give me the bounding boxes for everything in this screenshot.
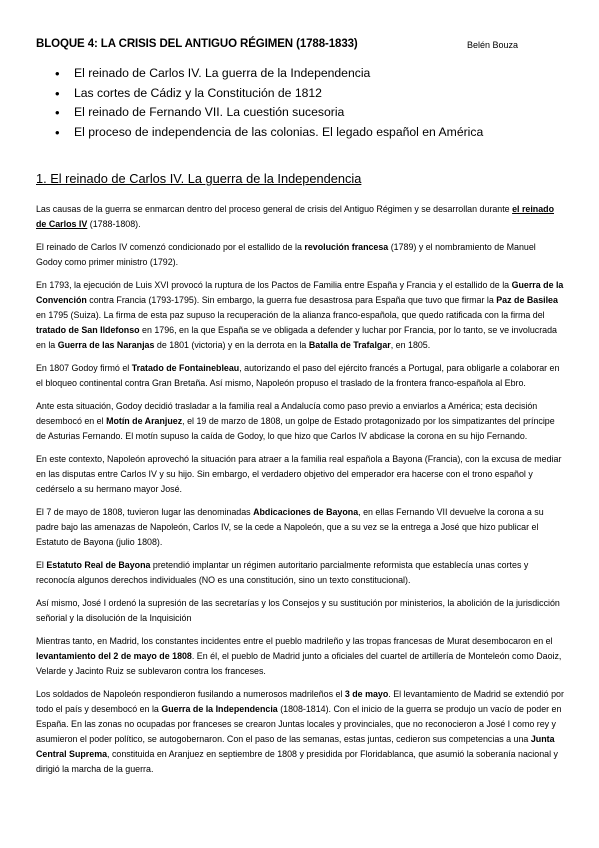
text-run: El reinado de Carlos IV comenzó condicionado por el estallido de la xyxy=(36,242,305,252)
emphasis: Motín de Aranjuez xyxy=(106,416,183,426)
text-run: El xyxy=(36,560,47,570)
author-name: Belén Bouza xyxy=(467,40,519,50)
text-run: En este contexto, Napoleón aprovechó la situación para atraer a la familia real española a Bayona (Francia), con la excusa de mediar en las disputas entre Carlos IV y su hijo. Sin embargo, el verdadero objetivo del emperador era hacerse con el trono español y cedérselo a su hermano mayor José. xyxy=(36,454,562,494)
toc-item: • El reinado de Carlos IV. La guerra de la Independencia xyxy=(55,64,483,84)
text-run: contra Francia (1793-1795). Sin embargo, la guerra fue desastrosa para España que tuvo que firmar la xyxy=(86,295,497,305)
emphasis: Junta Central Suprema xyxy=(36,734,555,759)
paragraph xyxy=(36,452,564,497)
text-run: Las causas de la guerra se enmarcan dentro del proceso general de crisis del Antiguo Régimen y se desarrollan durante xyxy=(36,204,513,214)
paragraph xyxy=(36,399,564,444)
header xyxy=(36,38,569,54)
text-run: Los soldados de Napoleón respondieron fusilando a numerosos madrileños el xyxy=(36,689,345,699)
text-run: en 1796, en la que España se ve obligada a defender y luchar por Francia, por lo tanto, se ve involucrada en la xyxy=(36,325,557,350)
text-run: Ante esta situación, Godoy decidió trasladar a la familia real a Andalucía como paso previo a enviarlos a América; esta decisión desembocó en el xyxy=(36,401,538,426)
emphasis: Batalla de Trafalgar xyxy=(308,340,391,350)
paragraph xyxy=(36,240,564,270)
section-body xyxy=(36,202,564,785)
toc-item: • El reinado de Fernando VII. La cuestión sucesoria xyxy=(55,103,483,123)
emphasis: revolución francesa xyxy=(304,242,389,252)
section-heading: 1. El reinado de Carlos IV. La guerra de la Independencia xyxy=(36,171,362,186)
text-run: (1789) y el nombramiento de Manuel Godoy como primer ministro (1792). xyxy=(36,242,536,267)
emphasis: levantamiento del 2 de mayo de 1808 xyxy=(36,651,192,661)
toc-item: • Las cortes de Cádiz y la Constitución de 1812 xyxy=(55,84,483,104)
paragraph xyxy=(36,558,564,588)
paragraph xyxy=(36,505,564,550)
text-run: . El levantamiento de Madrid se extendió por todo el país y desembocó en la xyxy=(36,689,564,714)
text-run: (1788-1808). xyxy=(87,219,141,229)
emphasis: el reinado de Carlos IV xyxy=(36,204,555,229)
document-title: BLOQUE 4: LA CRISIS DEL ANTIGUO RÉGIMEN (1788-1833) xyxy=(36,38,358,50)
paragraph xyxy=(36,361,564,391)
text-run: Así mismo, José I ordenó la supresión de las secretarías y los Consejos y su sustitución por ministerios, la abolición de la jurisdicción señorial y la disolución de la Inquisición xyxy=(36,598,560,623)
text-run: . En él, el pueblo de Madrid junto a oficiales del cuartel de artillería de Monteleón como Daoiz, Velarde y Jacinto Ruiz se sublevaron contra los franceses. xyxy=(36,651,562,676)
text-run: En 1793, la ejecución de Luis XVI provocó la ruptura de los Pactos de Familia entre España y Francia y el estallido de la xyxy=(36,280,512,290)
emphasis: Guerra de la Independencia xyxy=(161,704,278,714)
text-run: pretendió implantar un régimen autoritario parcialmente reformista que establecía unas cortes y reconocía algunos derechos individuales (NO es una constitución, sino un texto constitucional). xyxy=(36,560,529,585)
paragraph xyxy=(36,687,564,777)
paragraph xyxy=(36,634,564,679)
text-run: , en 1805. xyxy=(390,340,431,350)
paragraph xyxy=(36,202,564,232)
text-run: , constituida en Aranjuez en septiembre de 1808 y presidida por Floridablanca, que asumió la soberanía nacional y dirigió la marcha de la guerra. xyxy=(36,749,558,774)
paragraph xyxy=(36,596,564,626)
emphasis: 3 de mayo xyxy=(344,689,389,699)
emphasis: Guerra de las Naranjas xyxy=(57,340,155,350)
emphasis: Estatuto Real de Bayona xyxy=(46,560,151,570)
emphasis: Paz de Basilea xyxy=(496,295,558,305)
emphasis: tratado de San Ildefonso xyxy=(36,325,140,335)
text-run: (1808-1814). Con el inicio de la guerra se produjo un vacío de poder en España. En las zonas no ocupadas por franceses se crearon Juntas locales y provinciales, que no reconocieron a José I como rey y asumieron el poder político, se autogobernaron. Con el paso de las semanas, estas juntas, cedieron sus competencias a una xyxy=(36,704,562,744)
text-run: , en ellas Fernando VII devuelve la corona a su padre bajo las amenazas de Napoleón, Carlos IV, se la cede a Napoleón, que a su vez se la entrega a José que hizo publicar el Estatuto de Bayona (julio 1808). xyxy=(36,507,544,547)
toc-item: • El proceso de independencia de las colonias. El legado español en América xyxy=(55,123,483,143)
text-run: , autorizando el paso del ejército francés a Portugal, para obligarle a colaborar en el bloqueo continental contra Gran Bretaña. Así mismo, Napoleón propuso el traslado de la frontera franco-española al Ebro. xyxy=(36,363,560,388)
paragraph xyxy=(36,278,564,353)
emphasis: Tratado de Fontainebleau xyxy=(131,363,240,373)
text-run: Mientras tanto, en Madrid, los constantes incidentes entre el pueblo madrileño y las tropas francesas de Murat desembocaron en el xyxy=(36,636,553,646)
text-run: En 1807 Godoy firmó el xyxy=(36,363,132,373)
emphasis: Abdicaciones de Bayona xyxy=(253,507,359,517)
text-run: en 1795 (Suiza). La firma de esta paz supuso la recuperación de la alianza franco-española, que quedo ratificada con la firma del xyxy=(36,310,545,320)
emphasis: Guerra de la Convención xyxy=(36,280,564,305)
table-of-contents xyxy=(55,64,483,142)
text-run: de 1801 (victoria) y en la derrota en la xyxy=(154,340,309,350)
text-run: , el 19 de marzo de 1808, un golpe de Estado protagonizado por los simpatizantes del príncipe de Asturias Fernando. El motín supuso la caída de Godoy, lo que hizo que Carlos IV abdicase la corona en su hijo Fernando. xyxy=(36,416,555,441)
text-run: El 7 de mayo de 1808, tuvieron lugar las denominadas xyxy=(36,507,254,517)
